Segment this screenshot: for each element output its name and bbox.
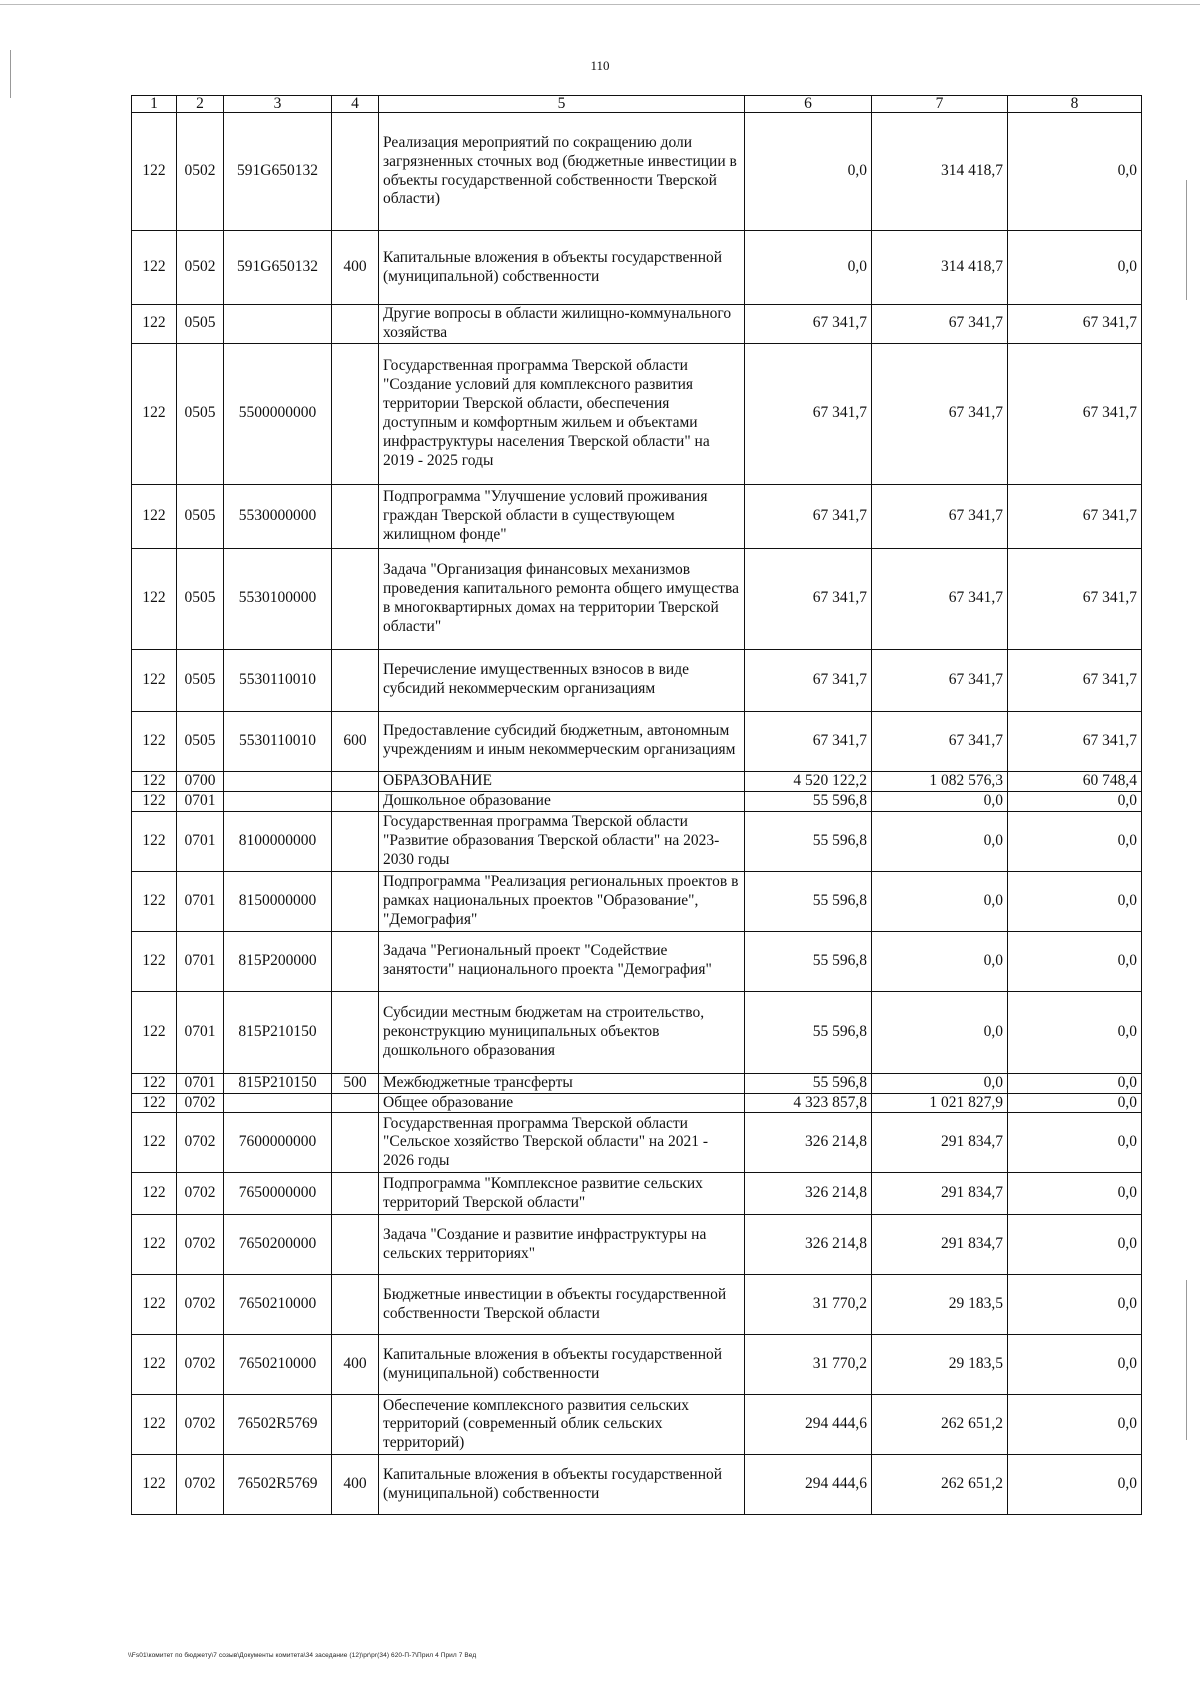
cell-target-article: 815P210150 (224, 1073, 332, 1093)
cell-amount-7: 0,0 (872, 991, 1008, 1073)
cell-grbs: 122 (132, 1093, 177, 1113)
cell-amount-7: 0,0 (872, 931, 1008, 991)
cell-amount-8: 0,0 (1008, 1395, 1142, 1455)
cell-section: 0702 (177, 1215, 224, 1275)
cell-amount-8: 0,0 (1008, 1113, 1142, 1173)
cell-amount-6: 4 323 857,8 (745, 1093, 872, 1113)
cell-section: 0505 (177, 343, 224, 484)
cell-amount-7: 29 183,5 (872, 1275, 1008, 1335)
table-row (132, 771, 1142, 791)
cell-amount-7: 0,0 (872, 871, 1008, 931)
cell-section: 0502 (177, 231, 224, 305)
cell-grbs: 122 (132, 305, 177, 344)
cell-amount-6: 31 770,2 (745, 1335, 872, 1395)
scan-margin-mark (1186, 1280, 1187, 1440)
cell-expense-type (332, 305, 379, 344)
cell-amount-8: 67 341,7 (1008, 343, 1142, 484)
cell-grbs: 122 (132, 811, 177, 871)
cell-expense-type (332, 931, 379, 991)
cell-name: Субсидии местным бюджетам на строительство, реконструкцию муниципальных объектов дошкольного образования (379, 991, 745, 1073)
cell-amount-8: 0,0 (1008, 1455, 1142, 1515)
cell-amount-6: 55 596,8 (745, 871, 872, 931)
cell-target-article: 8150000000 (224, 871, 332, 931)
cell-name: Капитальные вложения в объекты государственной (муниципальной) собственности (379, 1455, 745, 1515)
table-row (132, 811, 1142, 871)
cell-grbs: 122 (132, 1113, 177, 1173)
table-row (132, 1395, 1142, 1455)
cell-amount-8: 0,0 (1008, 1173, 1142, 1215)
cell-name: Задача "Региональный проект "Содействие занятости" национального проекта "Демография" (379, 931, 745, 991)
cell-target-article (224, 791, 332, 811)
scan-margin-mark (1186, 180, 1187, 300)
table-row (132, 1073, 1142, 1093)
cell-grbs: 122 (132, 711, 177, 771)
header-cell: 3 (224, 96, 332, 113)
cell-amount-6: 4 520 122,2 (745, 771, 872, 791)
cell-amount-8: 67 341,7 (1008, 649, 1142, 711)
cell-expense-type (332, 1395, 379, 1455)
cell-amount-8: 0,0 (1008, 1215, 1142, 1275)
table-row (132, 1455, 1142, 1515)
footer-file-path: \\Fs01\комитет по бюджету\7 созыв\Документы комитета\34 заседание (12)\pr\pr(34) 620-П-7\Прил 4 Прил 7 Вед (128, 1652, 477, 1659)
cell-section: 0701 (177, 811, 224, 871)
cell-amount-7: 0,0 (872, 811, 1008, 871)
cell-expense-type (332, 1113, 379, 1173)
cell-target-article (224, 1093, 332, 1113)
cell-name: Капитальные вложения в объекты государственной (муниципальной) собственности (379, 231, 745, 305)
cell-name: Государственная программа Тверской области "Сельское хозяйство Тверской области" на 2021 - 2026 годы (379, 1113, 745, 1173)
cell-expense-type (332, 1215, 379, 1275)
table-row (132, 343, 1142, 484)
cell-grbs: 122 (132, 771, 177, 791)
cell-name: Межбюджетные трансферты (379, 1073, 745, 1093)
cell-expense-type (332, 113, 379, 231)
cell-grbs: 122 (132, 1395, 177, 1455)
cell-amount-8: 0,0 (1008, 991, 1142, 1073)
cell-section: 0502 (177, 113, 224, 231)
table-row (132, 1173, 1142, 1215)
header-cell: 5 (379, 96, 745, 113)
cell-name: Общее образование (379, 1093, 745, 1113)
table-row (132, 1113, 1142, 1173)
cell-expense-type (332, 1093, 379, 1113)
cell-name: Капитальные вложения в объекты государственной (муниципальной) собственности (379, 1335, 745, 1395)
cell-target-article: 815P210150 (224, 991, 332, 1073)
cell-name: Предоставление субсидий бюджетным, автономным учреждениям и иным некоммерческим организациям (379, 711, 745, 771)
cell-amount-7: 67 341,7 (872, 343, 1008, 484)
cell-name: Подпрограмма "Комплексное развитие сельских территорий Тверской области" (379, 1173, 745, 1215)
cell-grbs: 122 (132, 931, 177, 991)
cell-amount-6: 67 341,7 (745, 484, 872, 548)
cell-grbs: 122 (132, 548, 177, 649)
cell-amount-8: 0,0 (1008, 231, 1142, 305)
table-row (132, 871, 1142, 931)
cell-amount-8: 0,0 (1008, 1275, 1142, 1335)
cell-name: Дошкольное образование (379, 791, 745, 811)
cell-name: Бюджетные инвестиции в объекты государственной собственности Тверской области (379, 1275, 745, 1335)
table-row (132, 991, 1142, 1073)
cell-amount-8: 0,0 (1008, 113, 1142, 231)
cell-amount-6: 294 444,6 (745, 1395, 872, 1455)
cell-amount-6: 0,0 (745, 231, 872, 305)
cell-name: Подпрограмма "Реализация региональных проектов в рамках национальных проектов "Образование", "Демография" (379, 871, 745, 931)
cell-amount-8: 60 748,4 (1008, 771, 1142, 791)
cell-section: 0702 (177, 1173, 224, 1215)
cell-amount-7: 314 418,7 (872, 231, 1008, 305)
header-cell: 8 (1008, 96, 1142, 113)
cell-section: 0505 (177, 305, 224, 344)
cell-section: 0701 (177, 1073, 224, 1093)
cell-name: Обеспечение комплексного развития сельских территорий (современный облик сельских территорий) (379, 1395, 745, 1455)
cell-expense-type (332, 1275, 379, 1335)
scan-edge-line (0, 4, 1200, 5)
cell-amount-6: 55 596,8 (745, 991, 872, 1073)
cell-target-article: 5530110010 (224, 649, 332, 711)
table-header-row (132, 96, 1142, 113)
cell-amount-6: 326 214,8 (745, 1173, 872, 1215)
cell-section: 0701 (177, 791, 224, 811)
table-row (132, 1215, 1142, 1275)
cell-amount-8: 67 341,7 (1008, 711, 1142, 771)
cell-target-article: 7650210000 (224, 1275, 332, 1335)
cell-amount-6: 67 341,7 (745, 548, 872, 649)
table-row (132, 548, 1142, 649)
cell-grbs: 122 (132, 649, 177, 711)
cell-amount-7: 1 021 827,9 (872, 1093, 1008, 1113)
cell-amount-7: 67 341,7 (872, 484, 1008, 548)
cell-expense-type (332, 548, 379, 649)
table-row (132, 231, 1142, 305)
cell-amount-7: 262 651,2 (872, 1395, 1008, 1455)
cell-expense-type (332, 484, 379, 548)
cell-amount-6: 294 444,6 (745, 1455, 872, 1515)
cell-section: 0702 (177, 1395, 224, 1455)
cell-amount-6: 67 341,7 (745, 343, 872, 484)
cell-grbs: 122 (132, 1455, 177, 1515)
cell-amount-7: 262 651,2 (872, 1455, 1008, 1515)
cell-expense-type (332, 1173, 379, 1215)
table-row (132, 113, 1142, 231)
cell-grbs: 122 (132, 231, 177, 305)
cell-amount-8: 67 341,7 (1008, 305, 1142, 344)
cell-expense-type (332, 343, 379, 484)
table-row (132, 305, 1142, 344)
table-row (132, 1275, 1142, 1335)
cell-expense-type: 400 (332, 1335, 379, 1395)
cell-target-article: 76502R5769 (224, 1395, 332, 1455)
cell-amount-7: 67 341,7 (872, 711, 1008, 771)
cell-name: Государственная программа Тверской области "Развитие образования Тверской области" на 2023-2030 годы (379, 811, 745, 871)
cell-target-article: 815P200000 (224, 931, 332, 991)
cell-amount-8: 0,0 (1008, 791, 1142, 811)
cell-amount-6: 55 596,8 (745, 931, 872, 991)
cell-target-article: 7650200000 (224, 1215, 332, 1275)
cell-amount-8: 67 341,7 (1008, 484, 1142, 548)
cell-amount-6: 67 341,7 (745, 711, 872, 771)
header-cell: 6 (745, 96, 872, 113)
cell-target-article: 76502R5769 (224, 1455, 332, 1515)
cell-grbs: 122 (132, 1275, 177, 1335)
cell-section: 0701 (177, 871, 224, 931)
cell-target-article: 8100000000 (224, 811, 332, 871)
cell-expense-type (332, 871, 379, 931)
cell-section: 0701 (177, 931, 224, 991)
cell-expense-type: 500 (332, 1073, 379, 1093)
cell-grbs: 122 (132, 791, 177, 811)
cell-amount-8: 0,0 (1008, 871, 1142, 931)
cell-section: 0505 (177, 649, 224, 711)
cell-amount-8: 0,0 (1008, 1073, 1142, 1093)
cell-amount-7: 67 341,7 (872, 305, 1008, 344)
cell-section: 0702 (177, 1455, 224, 1515)
cell-expense-type (332, 811, 379, 871)
cell-grbs: 122 (132, 113, 177, 231)
cell-name: Подпрограмма "Улучшение условий проживания граждан Тверской области в существующем жилищном фонде" (379, 484, 745, 548)
cell-amount-8: 0,0 (1008, 811, 1142, 871)
cell-target-article (224, 305, 332, 344)
cell-name: Перечисление имущественных взносов в виде субсидий некоммерческим организациям (379, 649, 745, 711)
cell-grbs: 122 (132, 871, 177, 931)
cell-amount-7: 67 341,7 (872, 548, 1008, 649)
cell-grbs: 122 (132, 1335, 177, 1395)
cell-amount-6: 31 770,2 (745, 1275, 872, 1335)
cell-section: 0505 (177, 711, 224, 771)
cell-amount-8: 0,0 (1008, 931, 1142, 991)
cell-expense-type (332, 649, 379, 711)
cell-expense-type (332, 991, 379, 1073)
header-cell: 1 (132, 96, 177, 113)
cell-amount-7: 0,0 (872, 791, 1008, 811)
cell-grbs: 122 (132, 484, 177, 548)
cell-name: ОБРАЗОВАНИЕ (379, 771, 745, 791)
cell-section: 0702 (177, 1113, 224, 1173)
header-cell: 2 (177, 96, 224, 113)
cell-amount-6: 67 341,7 (745, 649, 872, 711)
cell-amount-6: 55 596,8 (745, 811, 872, 871)
cell-expense-type (332, 791, 379, 811)
cell-amount-7: 29 183,5 (872, 1335, 1008, 1395)
table-row (132, 791, 1142, 811)
cell-amount-7: 291 834,7 (872, 1113, 1008, 1173)
cell-amount-7: 0,0 (872, 1073, 1008, 1093)
cell-grbs: 122 (132, 1173, 177, 1215)
cell-expense-type: 400 (332, 231, 379, 305)
cell-section: 0700 (177, 771, 224, 791)
table-row (132, 484, 1142, 548)
cell-grbs: 122 (132, 1215, 177, 1275)
cell-target-article: 7650000000 (224, 1173, 332, 1215)
cell-grbs: 122 (132, 343, 177, 484)
cell-target-article: 5530100000 (224, 548, 332, 649)
cell-amount-8: 0,0 (1008, 1093, 1142, 1113)
cell-section: 0505 (177, 484, 224, 548)
cell-target-article: 5500000000 (224, 343, 332, 484)
cell-target-article (224, 771, 332, 791)
cell-target-article: 5530110010 (224, 711, 332, 771)
cell-amount-7: 67 341,7 (872, 649, 1008, 711)
table-row (132, 711, 1142, 771)
cell-section: 0702 (177, 1275, 224, 1335)
cell-section: 0505 (177, 548, 224, 649)
cell-amount-6: 326 214,8 (745, 1113, 872, 1173)
cell-target-article: 7600000000 (224, 1113, 332, 1173)
header-cell: 4 (332, 96, 379, 113)
cell-section: 0702 (177, 1335, 224, 1395)
cell-amount-6: 55 596,8 (745, 791, 872, 811)
cell-target-article: 591G650132 (224, 113, 332, 231)
cell-section: 0701 (177, 991, 224, 1073)
table-row (132, 1093, 1142, 1113)
cell-amount-6: 0,0 (745, 113, 872, 231)
cell-target-article: 5530000000 (224, 484, 332, 548)
cell-expense-type: 600 (332, 711, 379, 771)
cell-amount-6: 55 596,8 (745, 1073, 872, 1093)
cell-target-article: 591G650132 (224, 231, 332, 305)
page-number: 110 (590, 58, 610, 73)
cell-amount-7: 291 834,7 (872, 1173, 1008, 1215)
table-row (132, 931, 1142, 991)
cell-grbs: 122 (132, 991, 177, 1073)
cell-amount-6: 67 341,7 (745, 305, 872, 344)
header-cell: 7 (872, 96, 1008, 113)
table-row (132, 649, 1142, 711)
cell-name: Задача "Создание и развитие инфраструктуры на сельских территориях" (379, 1215, 745, 1275)
cell-name: Реализация мероприятий по сокращению доли загрязненных сточных вод (бюджетные инвестиции в объекты государственной собственности Тверской области) (379, 113, 745, 231)
cell-amount-7: 314 418,7 (872, 113, 1008, 231)
cell-section: 0702 (177, 1093, 224, 1113)
cell-amount-7: 291 834,7 (872, 1215, 1008, 1275)
cell-name: Государственная программа Тверской области "Создание условий для комплексного развития территории Тверской области, обеспечения доступным и комфортным жильем и объектами инфраструктуры населения Тверской области" на 2019 - 2025 годы (379, 343, 745, 484)
cell-amount-7: 1 082 576,3 (872, 771, 1008, 791)
table-row (132, 1335, 1142, 1395)
cell-expense-type: 400 (332, 1455, 379, 1515)
cell-amount-8: 0,0 (1008, 1335, 1142, 1395)
cell-name: Задача "Организация финансовых механизмов проведения капитального ремонта общего имущества в многоквартирных домах на территории Тверской области" (379, 548, 745, 649)
cell-amount-6: 326 214,8 (745, 1215, 872, 1275)
cell-amount-8: 67 341,7 (1008, 548, 1142, 649)
cell-target-article: 7650210000 (224, 1335, 332, 1395)
cell-expense-type (332, 771, 379, 791)
cell-grbs: 122 (132, 1073, 177, 1093)
budget-table (131, 95, 1142, 1515)
cell-name: Другие вопросы в области жилищно-коммунального хозяйства (379, 305, 745, 344)
